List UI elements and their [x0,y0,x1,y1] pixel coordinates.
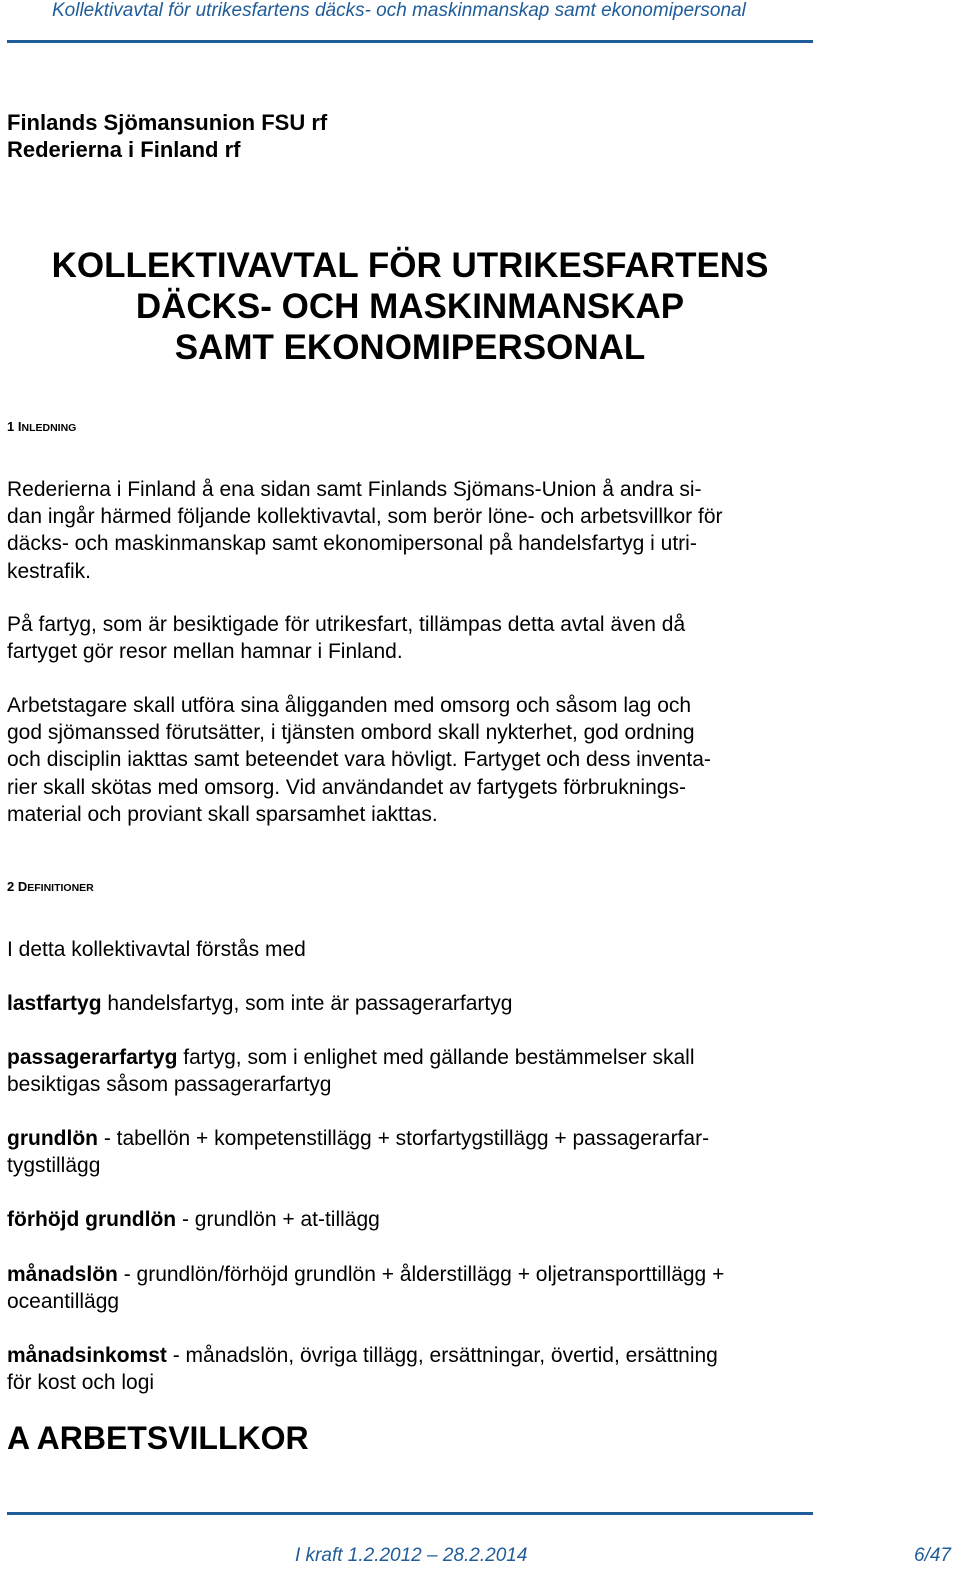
heading-rest: EFINITIONER [27,882,94,894]
text-line: däcks- och maskinmanskap samt ekonomipersonal på handelsfartyg i utri- [7,532,697,556]
text-line [7,990,822,1017]
definition-term: lastfartyg [7,992,102,1015]
text-line: kestrafik. [7,559,92,583]
text-line: Arbetstagare skall utföra sina åligganden med omsorg och såsom lag och [7,694,692,717]
title-line: SAMT EKONOMIPERSONAL [174,328,646,367]
definition-term: månadslön [7,1263,118,1286]
text-line: god sjömanssed förutsätter, i tjänsten ombord skall nykterhet, god ordning [7,721,695,745]
running-header: Kollektivavtal för utrikesfartens däcks- och maskinmanskap samt ekonomipersonal [52,0,746,21]
text-line: fartyget gör resor mellan hamnar i Finland. [7,640,403,664]
text-line [7,1206,822,1233]
definition-text: handelsfartyg, som inte är passagerarfartyg [101,992,513,1015]
text-line: Rederierna i Finland å ena sidan samt Finlands Sjömans-Union å andra si- [7,478,702,501]
document-title [0,245,820,368]
definition-text: - grundlön/förhöjd grundlön + ålderstillägg + oljetransporttillägg + [117,1263,725,1286]
text-line: I detta kollektivavtal förstås med [7,938,306,961]
text-line: tygstillägg [7,1154,101,1178]
text-line: besiktigas såsom passagerarfartyg [7,1073,332,1097]
header-rule [7,40,813,43]
heading-rest: NLEDNING [21,422,77,434]
definitions-intro [7,936,822,963]
section-heading-definitioner [7,879,94,894]
text-line [7,1125,822,1152]
definition-grundlon [7,1125,822,1179]
party-union: Finlands Sjömansunion FSU rf [7,110,328,135]
definition-term: grundlön [7,1127,98,1150]
definition-passagerarfartyg [7,1044,822,1098]
text-line: På fartyg, som är besiktigade för utrikesfart, tillämpas detta avtal även då [7,613,686,636]
page-number: 6/47 [914,1545,951,1566]
definition-term: passagerarfartyg [7,1046,178,1069]
heading-initial: D [17,879,28,894]
definition-term: förhöjd grundlön [7,1208,177,1231]
heading-initial: I [17,419,22,434]
definition-text: - grundlön + at-tillägg [176,1208,380,1231]
text-line: oceantillägg [7,1290,120,1314]
section-number: 2 [7,879,15,894]
definition-lastfartyg [7,990,822,1017]
definition-text: fartyg, som i enlighet med gällande bestämmelser skall [177,1046,695,1069]
party-shipowners: Rederierna i Finland rf [7,137,241,162]
title-line: DÄCKS- OCH MASKINMANSKAP [135,287,685,326]
text-line: dan ingår härmed följande kollektivavtal, som berör löne- och arbetsvillkor för [7,505,723,529]
text-line: rier skall skötas med omsorg. Vid användandet av fartygets förbruknings- [7,775,686,799]
definition-text: - tabellön + kompetenstillägg + storfartygstillägg + passagerarfar- [97,1127,710,1150]
text-line: och disciplin iakttas samt beteendet vara hövligt. Fartyget och dess inventa- [7,748,711,772]
definition-term: månadsinkomst [7,1344,167,1367]
paragraph-duties [7,692,822,828]
text-line: för kost och logi [7,1371,155,1395]
text-line: material och proviant skall sparsamhet iakttas. [7,802,438,826]
paragraph-intro [7,476,822,585]
text-line [7,1342,822,1369]
section-number: 1 [7,419,15,434]
definition-forhojd-grundlon [7,1206,822,1233]
text-line [7,1261,822,1288]
section-heading-inledning [7,419,76,434]
footer-rule [7,1512,813,1515]
definition-manadslon [7,1261,822,1315]
definition-text: - månadslön, övriga tillägg, ersättningar, övertid, ersättning [166,1344,718,1367]
title-line: KOLLEKTIVAVTAL FÖR UTRIKESFARTENS [51,246,769,285]
paragraph-scope [7,611,822,665]
footer-validity: I kraft 1.2.2012 – 28.2.2014 [295,1545,528,1566]
chapter-heading: A ARBETSVILLKOR [7,1420,309,1456]
text-line [7,1044,822,1071]
definition-manadsinkomst [7,1342,822,1396]
